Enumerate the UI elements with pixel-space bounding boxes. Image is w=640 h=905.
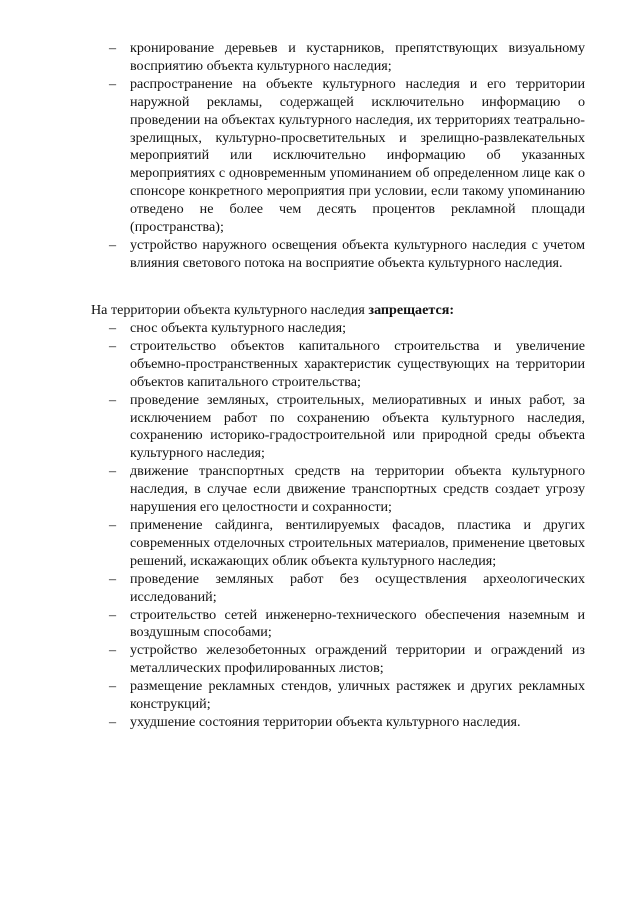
dash-bullet: – xyxy=(109,516,117,533)
dash-bullet: – xyxy=(109,320,117,336)
intro-bold: запрещается: xyxy=(368,302,455,318)
dash-bullet: – xyxy=(109,391,117,408)
list-item-text: строительство сетей инженерно-технического обеспечения наземным и воздушным способами; xyxy=(130,606,585,641)
list-item xyxy=(109,516,585,571)
list-item xyxy=(109,320,585,338)
list-item-text: кронирование деревьев и кустарников, препятствующих визуальному восприятию объекта культурного наследия; xyxy=(130,40,585,74)
list-item-text: размещение рекламных стендов, уличных растяжек и других рекламных конструкций; xyxy=(130,678,585,713)
list-item-text: устройство наружного освещения объекта культурного наследия с учетом влияния светового потока на восприятие объекта культурного наследия. xyxy=(130,236,585,271)
dash-bullet: – xyxy=(109,337,117,354)
intro-text: На территории объекта культурного наследия xyxy=(91,302,369,318)
list-item-text: строительство объектов капитального строительства и увеличение объемно-пространственных характеристик существующих на территории объектов капитального строительства; xyxy=(130,337,585,390)
dash-bullet: – xyxy=(109,606,117,623)
list-item-text: проведение земляных, строительных, мелиоративных и иных работ, за исключением работ по сохранению объекта культурного наследия, сохранению историко-градостроительной или природной среды объекта культурного наследия; xyxy=(130,391,585,462)
dash-bullet: – xyxy=(109,713,117,730)
list-item-text: ухудшение состояния территории объекта культурного наследия. xyxy=(130,713,521,730)
dash-bullet: – xyxy=(109,570,117,587)
list-item-text: устройство железобетонных ограждений территории и ограждений из металлических профилированных листов; xyxy=(130,642,585,677)
allowed-works-list xyxy=(109,40,585,273)
list-item xyxy=(109,570,585,607)
list-item xyxy=(109,678,585,714)
list-item xyxy=(109,606,585,643)
prohibitions-intro xyxy=(91,302,591,320)
dash-bullet: – xyxy=(109,236,117,253)
dash-bullet: – xyxy=(109,678,117,695)
list-item-text: распространение на объекте культурного наследия и его территории наружной рекламы, содержащей исключительно информацию о проведении на объектах культурного наследия, их территориях театрально-зрелищных, культурно-просветительных и зрелищно-развлекательных мероприятий или исключительно информацию об указанных мероприятиях с одновременным упоминанием об определенном лице как о спонсоре конкретного мероприятия при условии, если такому упоминанию отведено не более чем десять процентов рекламной площади (пространства); xyxy=(130,75,585,236)
list-item-text: снос объекта культурного наследия; xyxy=(130,320,347,336)
list-item xyxy=(109,337,585,392)
list-item xyxy=(109,75,585,237)
list-item xyxy=(109,642,585,678)
list-item xyxy=(109,391,585,464)
dash-bullet: – xyxy=(109,40,117,56)
list-item xyxy=(109,40,585,76)
dash-bullet: – xyxy=(109,75,117,92)
list-item xyxy=(109,713,585,732)
list-item-text: проведение земляных работ без осуществления археологических исследований; xyxy=(130,570,585,605)
list-item-text: движение транспортных средств на территории объекта культурного наследия, в случае если движение транспортных средств создает угрозу нарушения его целостности и сохранности; xyxy=(130,463,585,516)
list-item-text: применение сайдинга, вентилируемых фасадов, пластика и других современных отделочных строительных материалов, применение цветовых решений, искажающих облик объекта культурного наследия; xyxy=(130,516,585,569)
list-item xyxy=(109,236,585,273)
prohibited-works-list xyxy=(109,320,585,732)
list-item xyxy=(109,463,585,517)
dash-bullet: – xyxy=(109,642,117,659)
dash-bullet: – xyxy=(109,463,117,480)
